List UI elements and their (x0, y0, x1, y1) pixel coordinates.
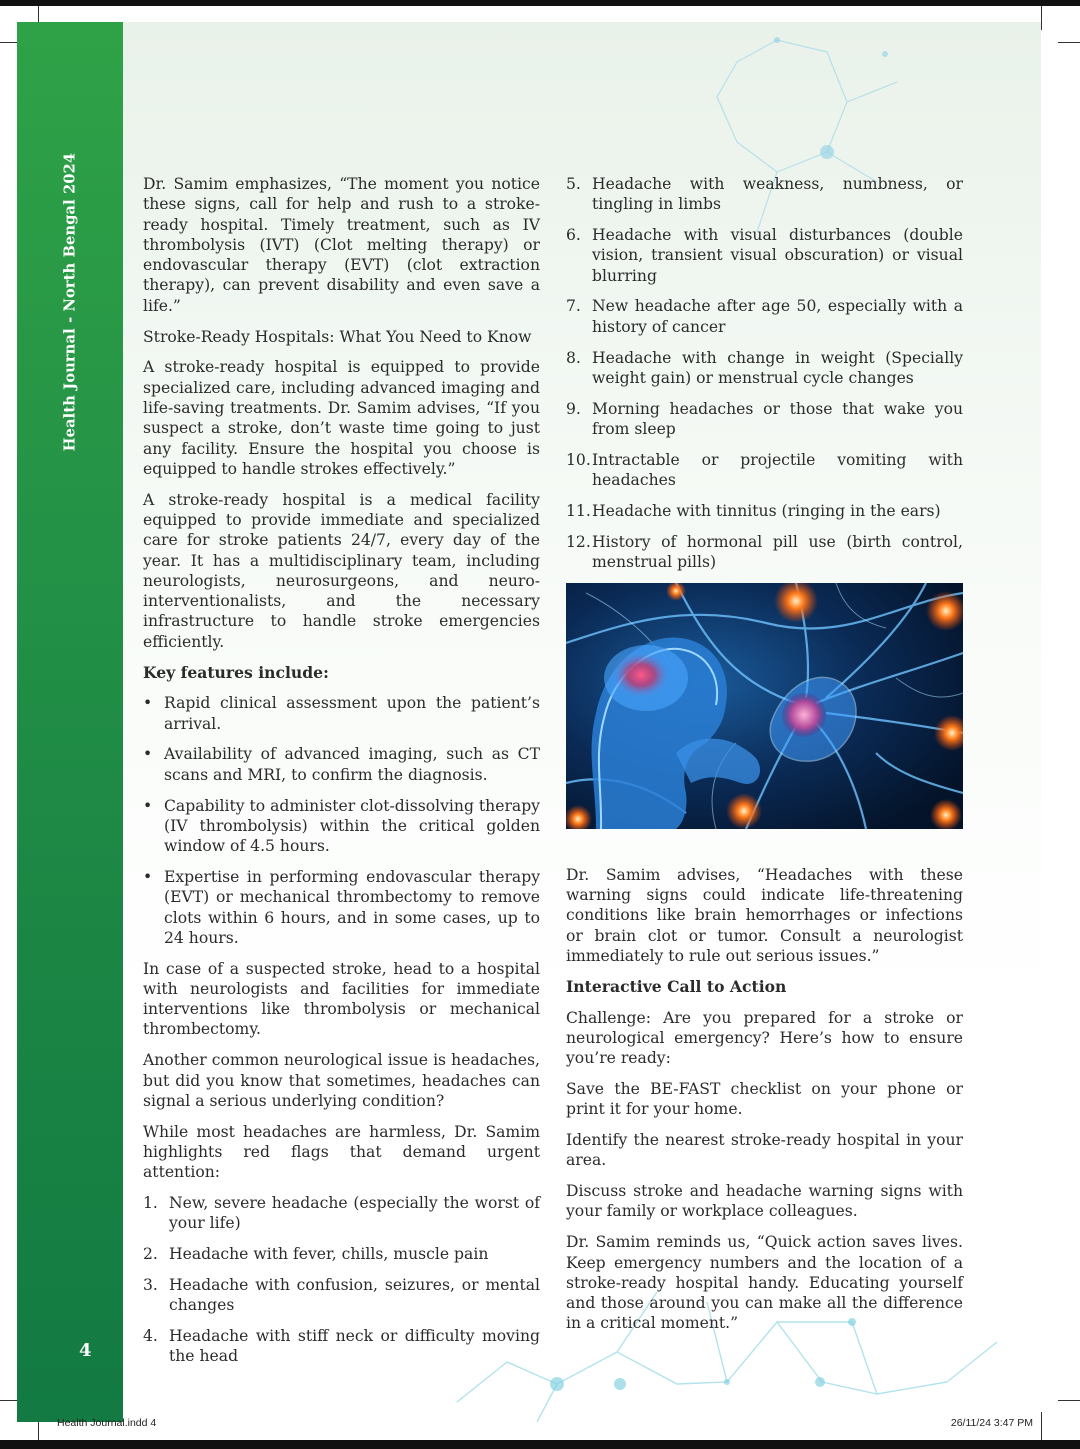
right-column (566, 174, 963, 1344)
list-item: • Rapid clinical assessment upon the patient’s arrival. (143, 693, 540, 734)
list-text: Headache with stiff neck or difficulty moving the head (169, 1327, 540, 1366)
red-flags-list (143, 1193, 540, 1367)
list-number: 9. (566, 399, 581, 418)
list-text: Headache with tinnitus (ringing in the ears) (592, 501, 941, 520)
running-title: Health Journal - North Bengal 2024 (61, 152, 79, 452)
list-number: 7. (566, 297, 581, 316)
crop-mark (1041, 6, 1042, 30)
list-number: 12. (566, 532, 591, 551)
footer-date: 26/11/24 3:47 PM (950, 1417, 1033, 1429)
section-subheading: Stroke-Ready Hospitals: What You Need to Know (143, 327, 532, 346)
page-number: 4 (79, 1340, 92, 1361)
list-item (566, 174, 963, 215)
paragraph: A stroke-ready hospital is equipped to provide specialized care, including advanced imaging and life-saving treatments. Dr. Samim advises, “If you suspect a stroke, don’t waste time going to just any facility. Ensure the hospital you choose is equipped to handle strokes effectively.” (143, 358, 540, 478)
list-item (566, 501, 963, 521)
list-item (566, 225, 963, 286)
call-to-action-heading: Interactive Call to Action (566, 976, 787, 996)
key-features-list (143, 693, 540, 948)
list-text: New, severe headache (especially the worst of your life) (169, 1194, 540, 1233)
list-number: 5. (566, 175, 581, 193)
paragraph: While most headaches are harmless, Dr. Samim highlights red flags that demand urgent attention: (143, 1122, 540, 1182)
list-item (143, 1244, 540, 1264)
list-item (566, 450, 963, 491)
bottom-border (0, 1440, 1080, 1449)
list-item (566, 296, 963, 337)
list-text: Headache with change in weight (Specially weight gain) or menstrual cycle changes (592, 348, 963, 387)
paragraph: Another common neurological issue is headaches, but did you know that sometimes, headaches can signal a serious underlying condition? (143, 1051, 540, 1110)
list-item (566, 532, 963, 573)
list-item: • Availability of advanced imaging, such as CT scans and MRI, to confirm the diagnosis. (143, 744, 540, 785)
paragraph: Identify the nearest stroke-ready hospital in your area. (566, 1131, 963, 1170)
list-item (566, 399, 963, 440)
paragraph: Dr. Samim advises, “Headaches with these warning signs could indicate life-threatening conditions like brain hemorrhages or infections or brain clot or tumor. Consult a neurologist immediately to rule out serious issues.” (566, 865, 963, 965)
list-number: 4. (143, 1327, 158, 1346)
list-text: Headache with confusion, seizures, or mental changes (169, 1275, 540, 1315)
list-text: New headache after age 50, especially with a history of cancer (592, 297, 963, 336)
magazine-page (17, 22, 1041, 1422)
paragraph: In case of a suspected stroke, head to a hospital with neurologists and facilities for immediate interventions like thrombolysis or mechanical thrombectomy. (143, 959, 540, 1039)
neuron-brain-illustration (566, 583, 963, 829)
list-number: 6. (566, 226, 581, 245)
list-number: 2. (143, 1245, 158, 1264)
crop-mark (1041, 1412, 1042, 1440)
crop-mark (1058, 42, 1080, 43)
list-item: • Expertise in performing endovascular therapy (EVT) or mechanical thrombectomy to remove clots within 6 hours, and in some cases, up to 24 hours. (143, 867, 540, 948)
red-flags-list-continued (566, 174, 963, 572)
list-text: Headache with visual disturbances (double vision, transient visual obscuration) or visual blurring (592, 226, 963, 285)
list-number: 1. (143, 1194, 158, 1213)
paragraph: Dr. Samim emphasizes, “The moment you notice these signs, call for help and rush to a stroke-ready hospital. Timely treatment, such as IV thrombolysis (IVT) (Clot melting therapy) or endovascular therapy (EVT) (clot extraction therapy), can prevent disability and even save a life.” (143, 175, 540, 315)
list-item (143, 1326, 540, 1367)
list-number: 3. (143, 1275, 158, 1294)
list-text: Headache with fever, chills, muscle pain (169, 1245, 489, 1264)
list-item (143, 1193, 540, 1234)
list-item (143, 1275, 540, 1316)
list-item: • Capability to administer clot-dissolving therapy (IV thrombolysis) within the critical golden window of 4.5 hours. (143, 796, 540, 857)
paragraph: Challenge: Are you prepared for a stroke or neurological emergency? Here’s how to ensure you’re ready: (566, 1008, 963, 1068)
list-text: Headache with weakness, numbness, or tingling in limbs (592, 175, 963, 214)
list-item (566, 348, 963, 389)
key-features-heading: Key features include: (143, 662, 329, 682)
paragraph: Save the BE-FAST checklist on your phone or print it for your home. (566, 1079, 963, 1119)
sidebar-band (17, 22, 123, 1422)
crop-mark (1058, 1400, 1080, 1401)
list-text: History of hormonal pill use (birth control, menstrual pills) (592, 532, 963, 571)
paragraph: Dr. Samim reminds us, “Quick action saves lives. Keep emergency numbers and the location of a stroke-ready hospital handy. Educating yourself and those around you can make all the difference in a critical moment.” (566, 1233, 963, 1333)
list-number: 8. (566, 348, 581, 367)
left-column (143, 174, 540, 1377)
top-border (0, 0, 1080, 6)
list-text: Intractable or projectile vomiting with headaches (592, 450, 963, 490)
list-number: 10. (566, 450, 591, 469)
list-number: 11. (566, 501, 591, 520)
footer-file-info: Health Journal.indd 4 (57, 1417, 157, 1429)
paragraph: Discuss stroke and headache warning signs with your family or workplace colleagues. (566, 1182, 963, 1221)
list-text: Morning headaches or those that wake you from sleep (592, 399, 963, 438)
paragraph: A stroke-ready hospital is a medical facility equipped to provide immediate and specialized care for stroke patients 24/7, every day of the year. It has a multidisciplinary team, including neurologists, neurosurgeons, and neuro-interventionalists, and the necessary infrastructure to handle stroke emergencies efficiently. (143, 490, 540, 651)
